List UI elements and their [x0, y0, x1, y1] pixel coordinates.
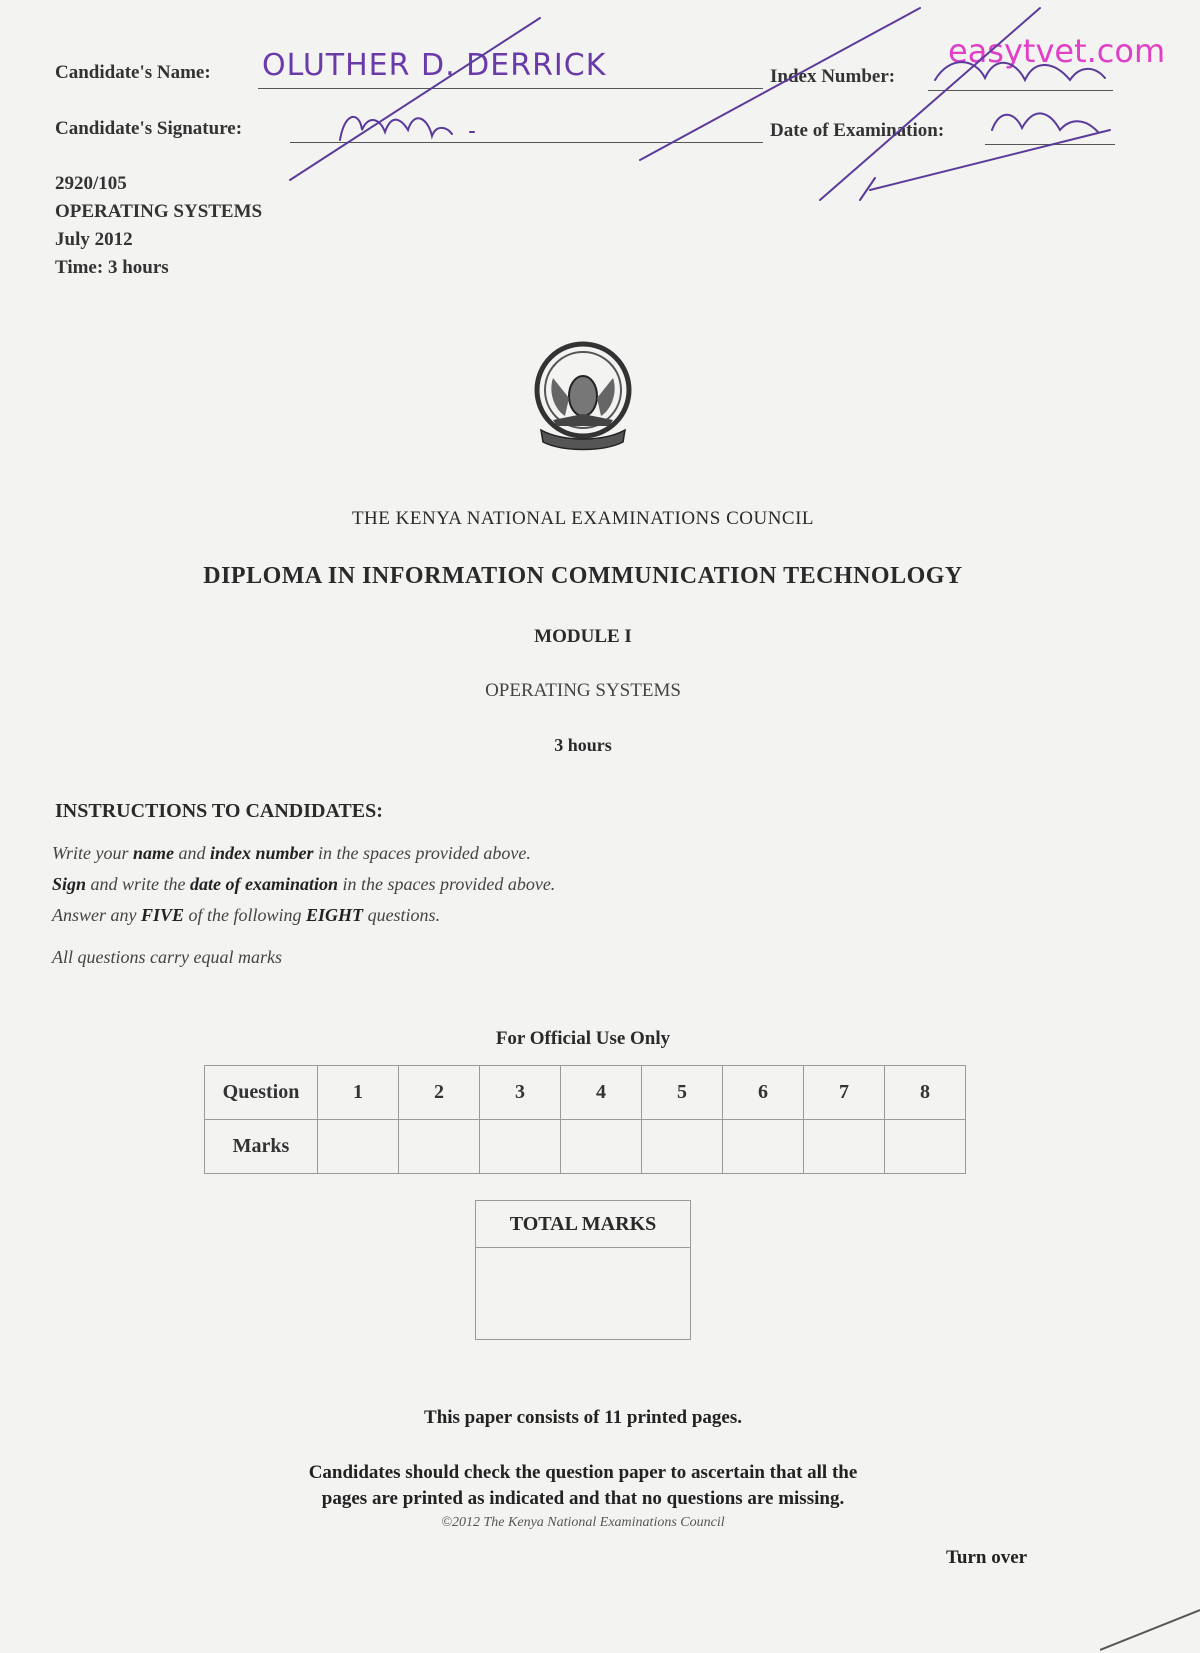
total-marks-label: TOTAL MARKS: [476, 1201, 690, 1248]
marks-cell[interactable]: [642, 1120, 723, 1174]
question-number-cell: 8: [885, 1066, 966, 1120]
paper-code: 2920/105: [55, 173, 127, 194]
candidate-name-value[interactable]: OLUTHER D. DERRICK: [262, 48, 607, 83]
paper-time: Time: 3 hours: [55, 257, 169, 278]
candidate-signature-label: Candidate's Signature:: [55, 118, 243, 139]
paper-session: July 2012: [55, 229, 133, 250]
instruction-line-2: Sign and write the date of examination in the spaces provided above.: [52, 874, 556, 894]
date-of-examination-label: Date of Examination:: [770, 120, 945, 141]
official-use-title: For Official Use Only: [495, 1028, 671, 1049]
candidate-name-label: Candidate's Name:: [55, 62, 211, 83]
marks-table: [204, 1065, 966, 1174]
marks-row: [205, 1120, 966, 1174]
council-name: THE KENYA NATIONAL EXAMINATIONS COUNCIL: [351, 508, 815, 529]
marks-label-cell: Marks: [205, 1120, 318, 1174]
question-number-cell: 1: [318, 1066, 399, 1120]
diploma-title: DIPLOMA IN INFORMATION COMMUNICATION TECHNOLOGY: [203, 563, 963, 589]
copyright: ©2012 The Kenya National Examinations Council: [441, 1515, 725, 1530]
marks-cell[interactable]: [804, 1120, 885, 1174]
module-title: MODULE I: [534, 626, 632, 647]
instruction-line-3: Answer any FIVE of the following EIGHT questions.: [52, 905, 441, 925]
marks-cell[interactable]: [480, 1120, 561, 1174]
marks-cell[interactable]: [885, 1120, 966, 1174]
marks-cell[interactable]: [561, 1120, 642, 1174]
check-note-line-1: Candidates should check the question paper to ascertain that all the: [308, 1462, 858, 1483]
question-row: [205, 1066, 966, 1120]
total-marks-value-cell[interactable]: [476, 1248, 690, 1338]
duration: 3 hours: [554, 735, 612, 755]
total-marks-box: [475, 1200, 691, 1340]
marks-cell[interactable]: [723, 1120, 804, 1174]
corner-scan-mark: [1100, 1600, 1200, 1653]
question-number-cell: 3: [480, 1066, 561, 1120]
marks-cell[interactable]: [318, 1120, 399, 1174]
paper-info: [55, 170, 262, 282]
instructions-title: INSTRUCTIONS TO CANDIDATES:: [55, 800, 383, 822]
instruction-line-4: All questions carry equal marks: [52, 947, 282, 967]
question-number-cell: 6: [723, 1066, 804, 1120]
instruction-line-1: Write your name and index number in the spaces provided above.: [52, 843, 531, 863]
paper-subject: OPERATING SYSTEMS: [55, 201, 263, 222]
pages-count: This paper consists of 11 printed pages.: [424, 1407, 742, 1428]
question-number-cell: 5: [642, 1066, 723, 1120]
subject-title: OPERATING SYSTEMS: [485, 680, 681, 701]
question-number-cell: 2: [399, 1066, 480, 1120]
coat-of-arms-logo: [523, 338, 643, 458]
question-number-cell: 7: [804, 1066, 885, 1120]
turn-over: Turn over: [946, 1547, 1028, 1568]
watermark: easytvet.com: [948, 32, 1166, 70]
question-label-cell: Question: [205, 1066, 318, 1120]
index-number-label: Index Number:: [770, 66, 896, 87]
check-note-line-2: pages are printed as indicated and that no questions are missing.: [321, 1488, 845, 1509]
marks-cell[interactable]: [399, 1120, 480, 1174]
question-number-cell: 4: [561, 1066, 642, 1120]
